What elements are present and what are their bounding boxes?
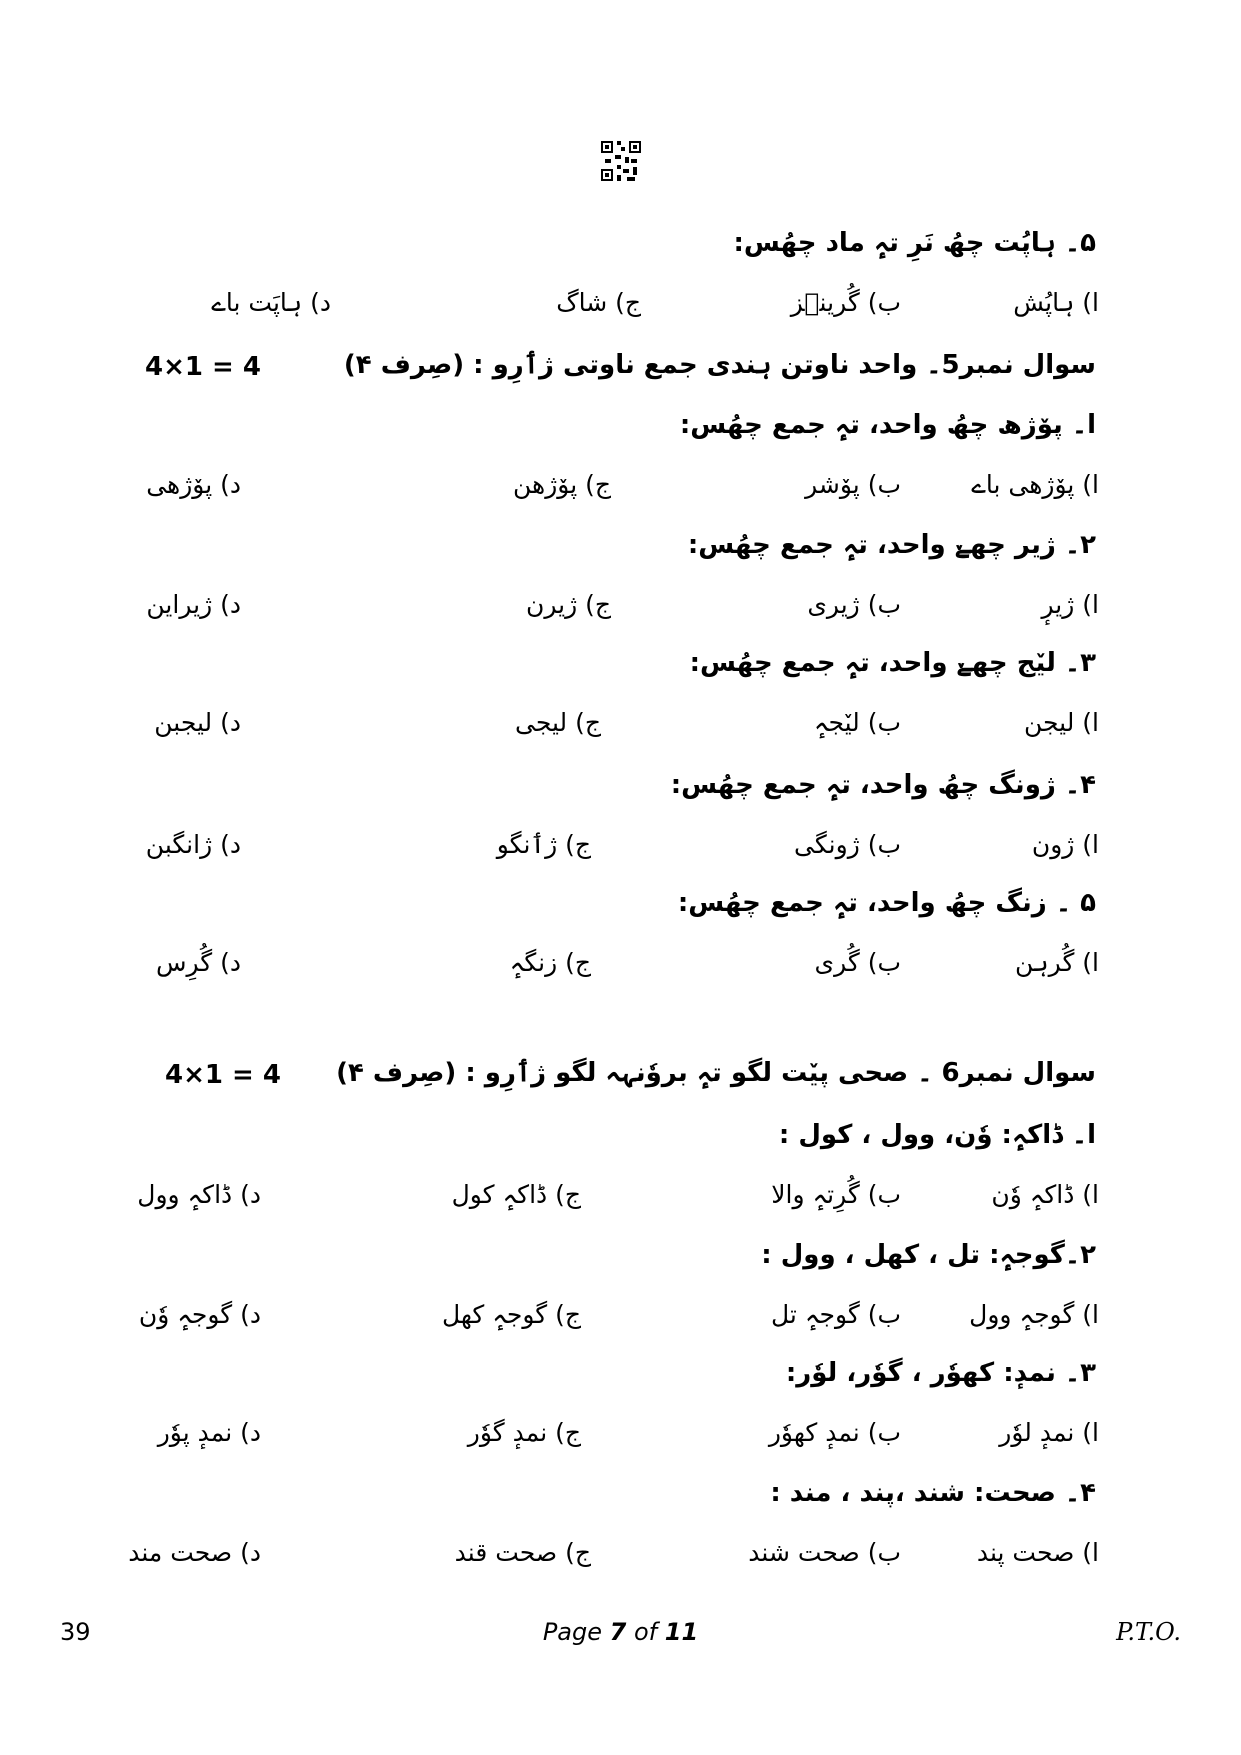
q5-item-1-option-a: ا) پۆژھی باے xyxy=(971,470,1099,499)
q5-item-2-prompt: ۲۔ ژیر چھےٚ واحد، تہٕ جمع چھُس: xyxy=(687,530,1096,560)
q5-item-2-option-d: د) ژیراین xyxy=(146,590,241,619)
q5-item-5b-option-b: ب) گُری xyxy=(814,948,901,977)
q6-item-1-prompt: ا۔ ڈاکہٕ: وٗن، وول ، کول : xyxy=(778,1120,1096,1150)
q5-item-3-option-d: د) لیجبن xyxy=(154,708,241,737)
q5-item-5b-option-c: ج) زنگہٕ xyxy=(509,948,591,977)
question-6-marks: 4×1 = 4 xyxy=(165,1060,281,1090)
q6-item-3-option-b: ب) نمدٕ کھوٗر xyxy=(768,1418,901,1447)
q5-item-2-option-a: ا) ژیرٕ xyxy=(1041,590,1099,619)
q5-item-5-option-a: ا) ہاپُش xyxy=(1013,288,1099,317)
q5-item-5-option-b: ب) گُرینٛز xyxy=(790,288,901,317)
qr-code-icon xyxy=(601,141,641,181)
q5-item-4-option-c: ج) ژٲنگو xyxy=(496,830,591,859)
question-5-title: سوال نمبر5۔ واحد ناوتن ہندی جمع ناوتی ژٲرِو : (صِرف ۴) xyxy=(343,350,1096,380)
q5-item-3-option-b: ب) لیٚجہٕ xyxy=(813,708,901,737)
q6-item-4-prompt: ۴۔ صحت: شند ،پند ، مند : xyxy=(770,1478,1096,1508)
page-of-word: of xyxy=(633,1618,658,1646)
q5-item-5b-option-a: ا) گُرہن xyxy=(1014,948,1099,977)
q5-item-5b-option-d: د) گُرِس xyxy=(155,948,241,977)
q5-item-5-prompt: ۵۔ ہاپُت چھُ نَرِ تہٕ ماد چھُس: xyxy=(733,228,1096,258)
q6-item-4-option-d: د) صحت مند xyxy=(128,1538,261,1567)
q6-item-4-option-b: ب) صحت شند xyxy=(748,1538,901,1567)
q6-item-2-option-d: د) گوجہٕ وٗن xyxy=(138,1300,261,1329)
q5-item-1-option-d: د) پۆژھی xyxy=(146,470,241,499)
q5-item-4-option-b: ب) ژونگی xyxy=(794,830,901,859)
q6-item-1-option-c: ج) ڈاکہٕ کول xyxy=(451,1180,581,1209)
q6-item-4-option-a: ا) صحت پند xyxy=(976,1538,1099,1567)
pto-label: P.T.O. xyxy=(1116,1618,1181,1646)
q6-item-4-option-c: ج) صحت قند xyxy=(454,1538,591,1567)
q5-item-1-option-b: ب) پۆشر xyxy=(805,470,901,499)
q6-item-3-prompt: ۳۔ نمدٕ: کھوٗر ، گوٗر، لوٗر: xyxy=(785,1358,1096,1388)
q5-item-4-option-d: د) ژانگبن xyxy=(145,830,241,859)
q5-item-2-option-c: ج) ژیرن xyxy=(525,590,611,619)
q5-item-4-option-a: ا) ژون xyxy=(1031,830,1099,859)
q6-item-2-option-c: ج) گوجہٕ کھل xyxy=(441,1300,581,1329)
q6-item-3-option-c: ج) نمدٕ گوٗر xyxy=(467,1418,581,1447)
q5-item-4-prompt: ۴۔ ژونگ چھُ واحد، تہٕ جمع چھُس: xyxy=(670,770,1096,800)
page-total: 11 xyxy=(664,1618,699,1646)
page-current: 7 xyxy=(609,1618,627,1646)
q5-item-5-option-c: ج) شاگ xyxy=(556,288,641,317)
q6-item-1-option-d: د) ڈاکہٕ وول xyxy=(137,1180,261,1209)
q6-item-3-option-d: د) نمدٕ پوٗر xyxy=(157,1418,261,1447)
q5-item-3-option-a: ا) لیجن xyxy=(1024,708,1099,737)
q6-item-2-prompt: ۲۔گوجہٕ: تل ، کھل ، وول : xyxy=(761,1240,1096,1270)
q5-item-5-option-d: د) ہاپَت باے xyxy=(211,288,331,317)
question-5-marks: 4×1 = 4 xyxy=(145,352,261,382)
q5-item-1-prompt: ا۔ پۆژھ چھُ واحد، تہٕ جمع چھُس: xyxy=(679,410,1096,440)
page-indicator xyxy=(0,1618,1241,1646)
q5-item-5b-prompt: ۵ ۔ زنگ چھُ واحد، تہٕ جمع چھُس: xyxy=(677,888,1096,918)
q5-item-1-option-c: ج) پۆژھن xyxy=(513,470,611,499)
sheet-number: 39 xyxy=(60,1618,91,1646)
q5-item-2-option-b: ب) ژیری xyxy=(807,590,901,619)
q6-item-1-option-b: ب) گُرِتہٕ والا xyxy=(771,1180,901,1209)
q5-item-3-prompt: ۳۔ لیٚج چھےٚ واحد، تہٕ جمع چھُس: xyxy=(689,648,1096,678)
q5-item-3-option-c: ج) لیجی xyxy=(515,708,601,737)
question-6-title: سوال نمبر6 ۔ صحی پیٚت لگو تہٕ بروٗنہہ لگو ژٲرِو : (صِرف ۴) xyxy=(336,1058,1096,1088)
q6-item-1-option-a: ا) ڈاکہٕ وٗن xyxy=(991,1180,1099,1209)
page-word: Page xyxy=(542,1618,602,1646)
q6-item-3-option-a: ا) نمدٕ لوٗر xyxy=(999,1418,1099,1447)
q6-item-2-option-b: ب) گوجہٕ تل xyxy=(771,1300,901,1329)
q6-item-2-option-a: ا) گوجہٕ وول xyxy=(969,1300,1099,1329)
